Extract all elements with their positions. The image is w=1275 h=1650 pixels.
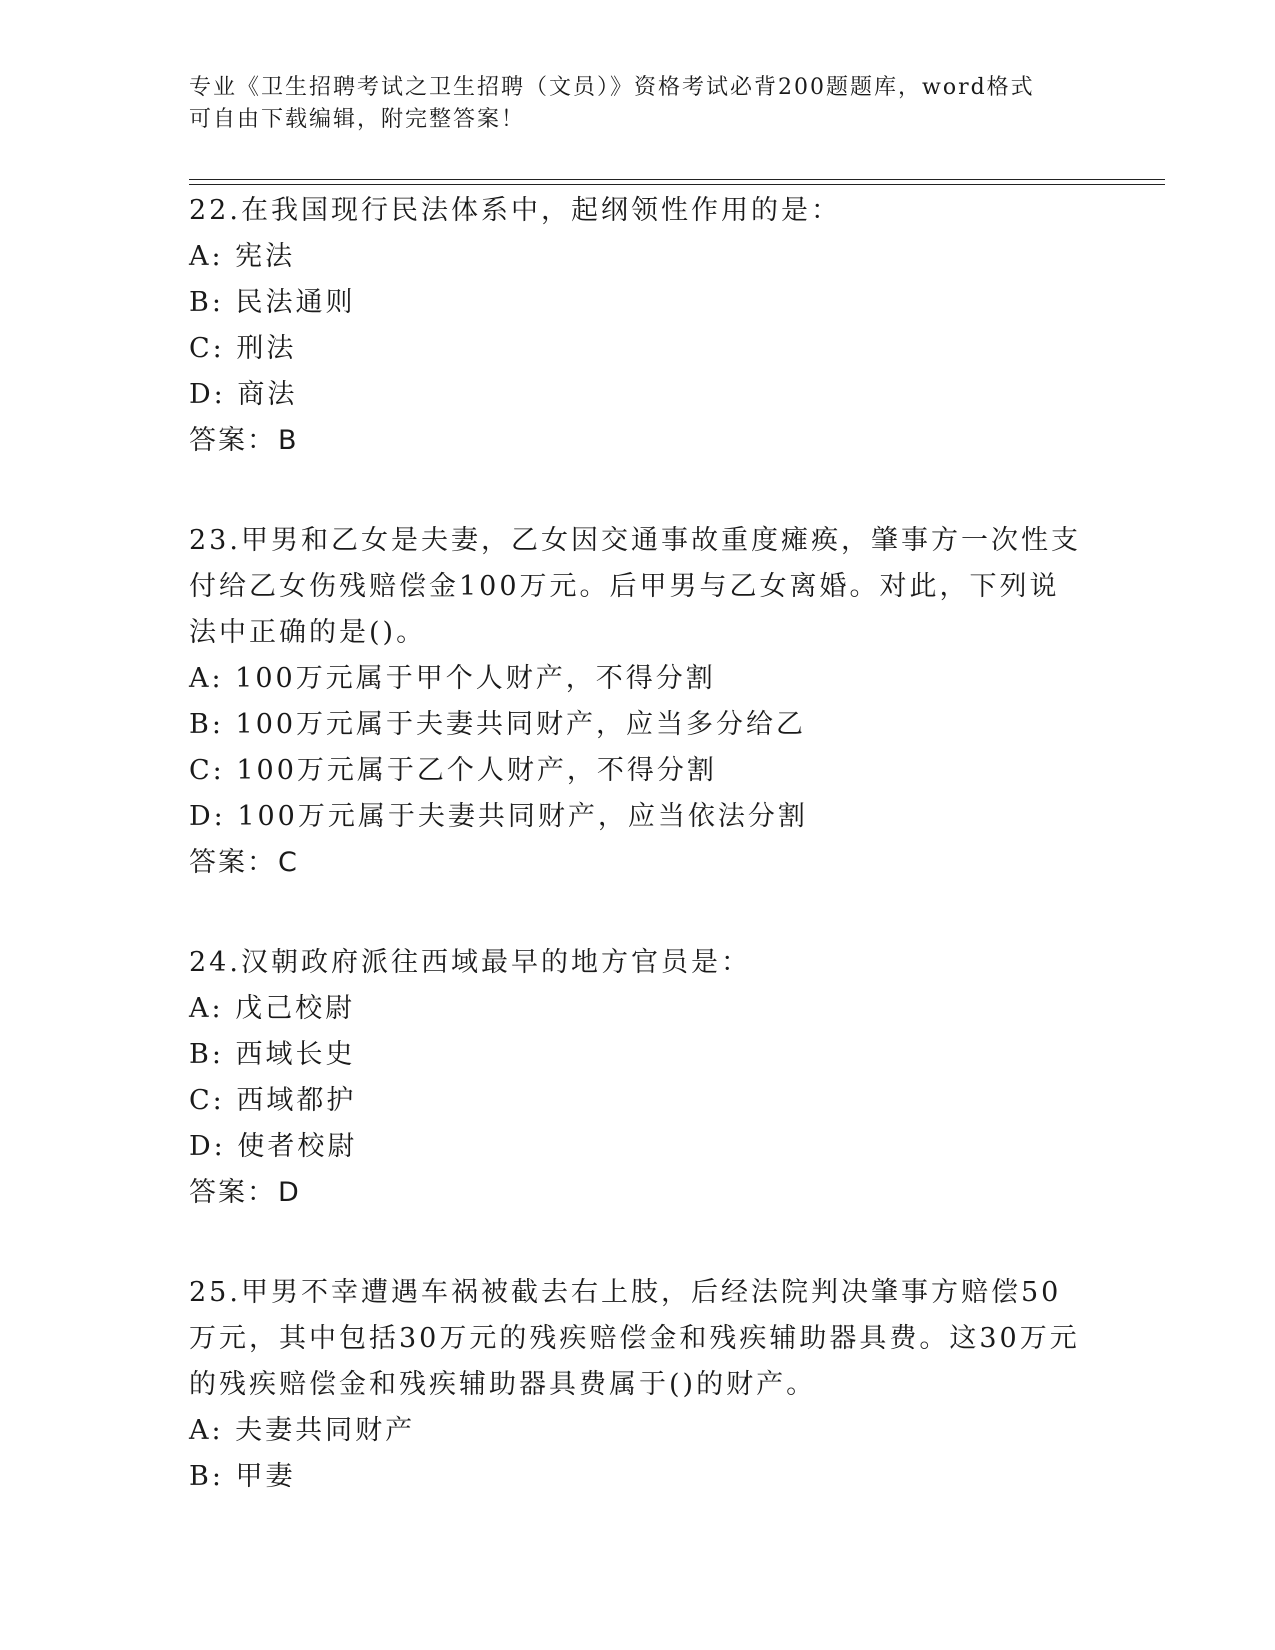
- answer-line: [189, 418, 1089, 464]
- question-stem: 22.在我国现行民法体系中，起纲领性作用的是：: [189, 195, 841, 226]
- option-b: B: 甲妻: [189, 1461, 296, 1492]
- answer-value: B: [278, 425, 299, 456]
- answer-value: C: [278, 847, 299, 878]
- option-d: D: 使者校尉: [189, 1131, 358, 1162]
- option-b: B: 西域长史: [189, 1039, 356, 1070]
- option-c: C: 西域都护: [189, 1085, 357, 1116]
- answer-value: D: [278, 1177, 301, 1208]
- option-c: C: 100万元属于乙个人财产，不得分割: [189, 755, 717, 786]
- question-stem: 24.汉朝政府派往西域最早的地方官员是：: [189, 947, 751, 978]
- answer-label: 答案：: [189, 1177, 276, 1208]
- question-stem: 25.甲男不幸遭遇车祸被截去右上肢，后经法院判决肇事方赔偿50万元，其中包括30万元的残疾赔偿金和残疾辅助器具费。这30万元的残疾赔偿金和残疾辅助器具费属于()的财产。: [189, 1277, 1080, 1400]
- answer-label: 答案：: [189, 425, 276, 456]
- header-divider-bottom: [189, 184, 1165, 185]
- question-22: [189, 188, 1089, 464]
- header-divider-top: [189, 179, 1165, 180]
- header-line-1: 专业《卫生招聘考试之卫生招聘（文员）》资格考试必背200题题库，word格式: [189, 75, 1035, 100]
- answer-label: 答案：: [189, 847, 276, 878]
- option-a: A: 夫妻共同财产: [189, 1415, 416, 1446]
- header-line-2: 可自由下载编辑，附完整答案！: [189, 107, 526, 132]
- question-25: [189, 1270, 1089, 1500]
- question-24: [189, 940, 1089, 1216]
- option-c: C: 刑法: [189, 333, 297, 364]
- question-23: [189, 518, 1089, 886]
- option-d: D: 商法: [189, 379, 298, 410]
- option-a: A: 100万元属于甲个人财产，不得分割: [189, 663, 716, 694]
- option-b: B: 100万元属于夫妻共同财产，应当多分给乙: [189, 709, 807, 740]
- option-d: D: 100万元属于夫妻共同财产，应当依法分割: [189, 801, 808, 832]
- question-list: [189, 188, 1089, 1554]
- question-stem: 23.甲男和乙女是夫妻，乙女因交通事故重度瘫痪，肇事方一次性支付给乙女伤残赔偿金100万元。后甲男与乙女离婚。对此，下列说法中正确的是()。: [189, 525, 1081, 648]
- document-header: [189, 72, 1089, 136]
- answer-line: [189, 1170, 1089, 1216]
- option-a: A: 宪法: [189, 241, 296, 272]
- answer-line: [189, 840, 1089, 886]
- option-b: B: 民法通则: [189, 287, 356, 318]
- option-a: A: 戊己校尉: [189, 993, 356, 1024]
